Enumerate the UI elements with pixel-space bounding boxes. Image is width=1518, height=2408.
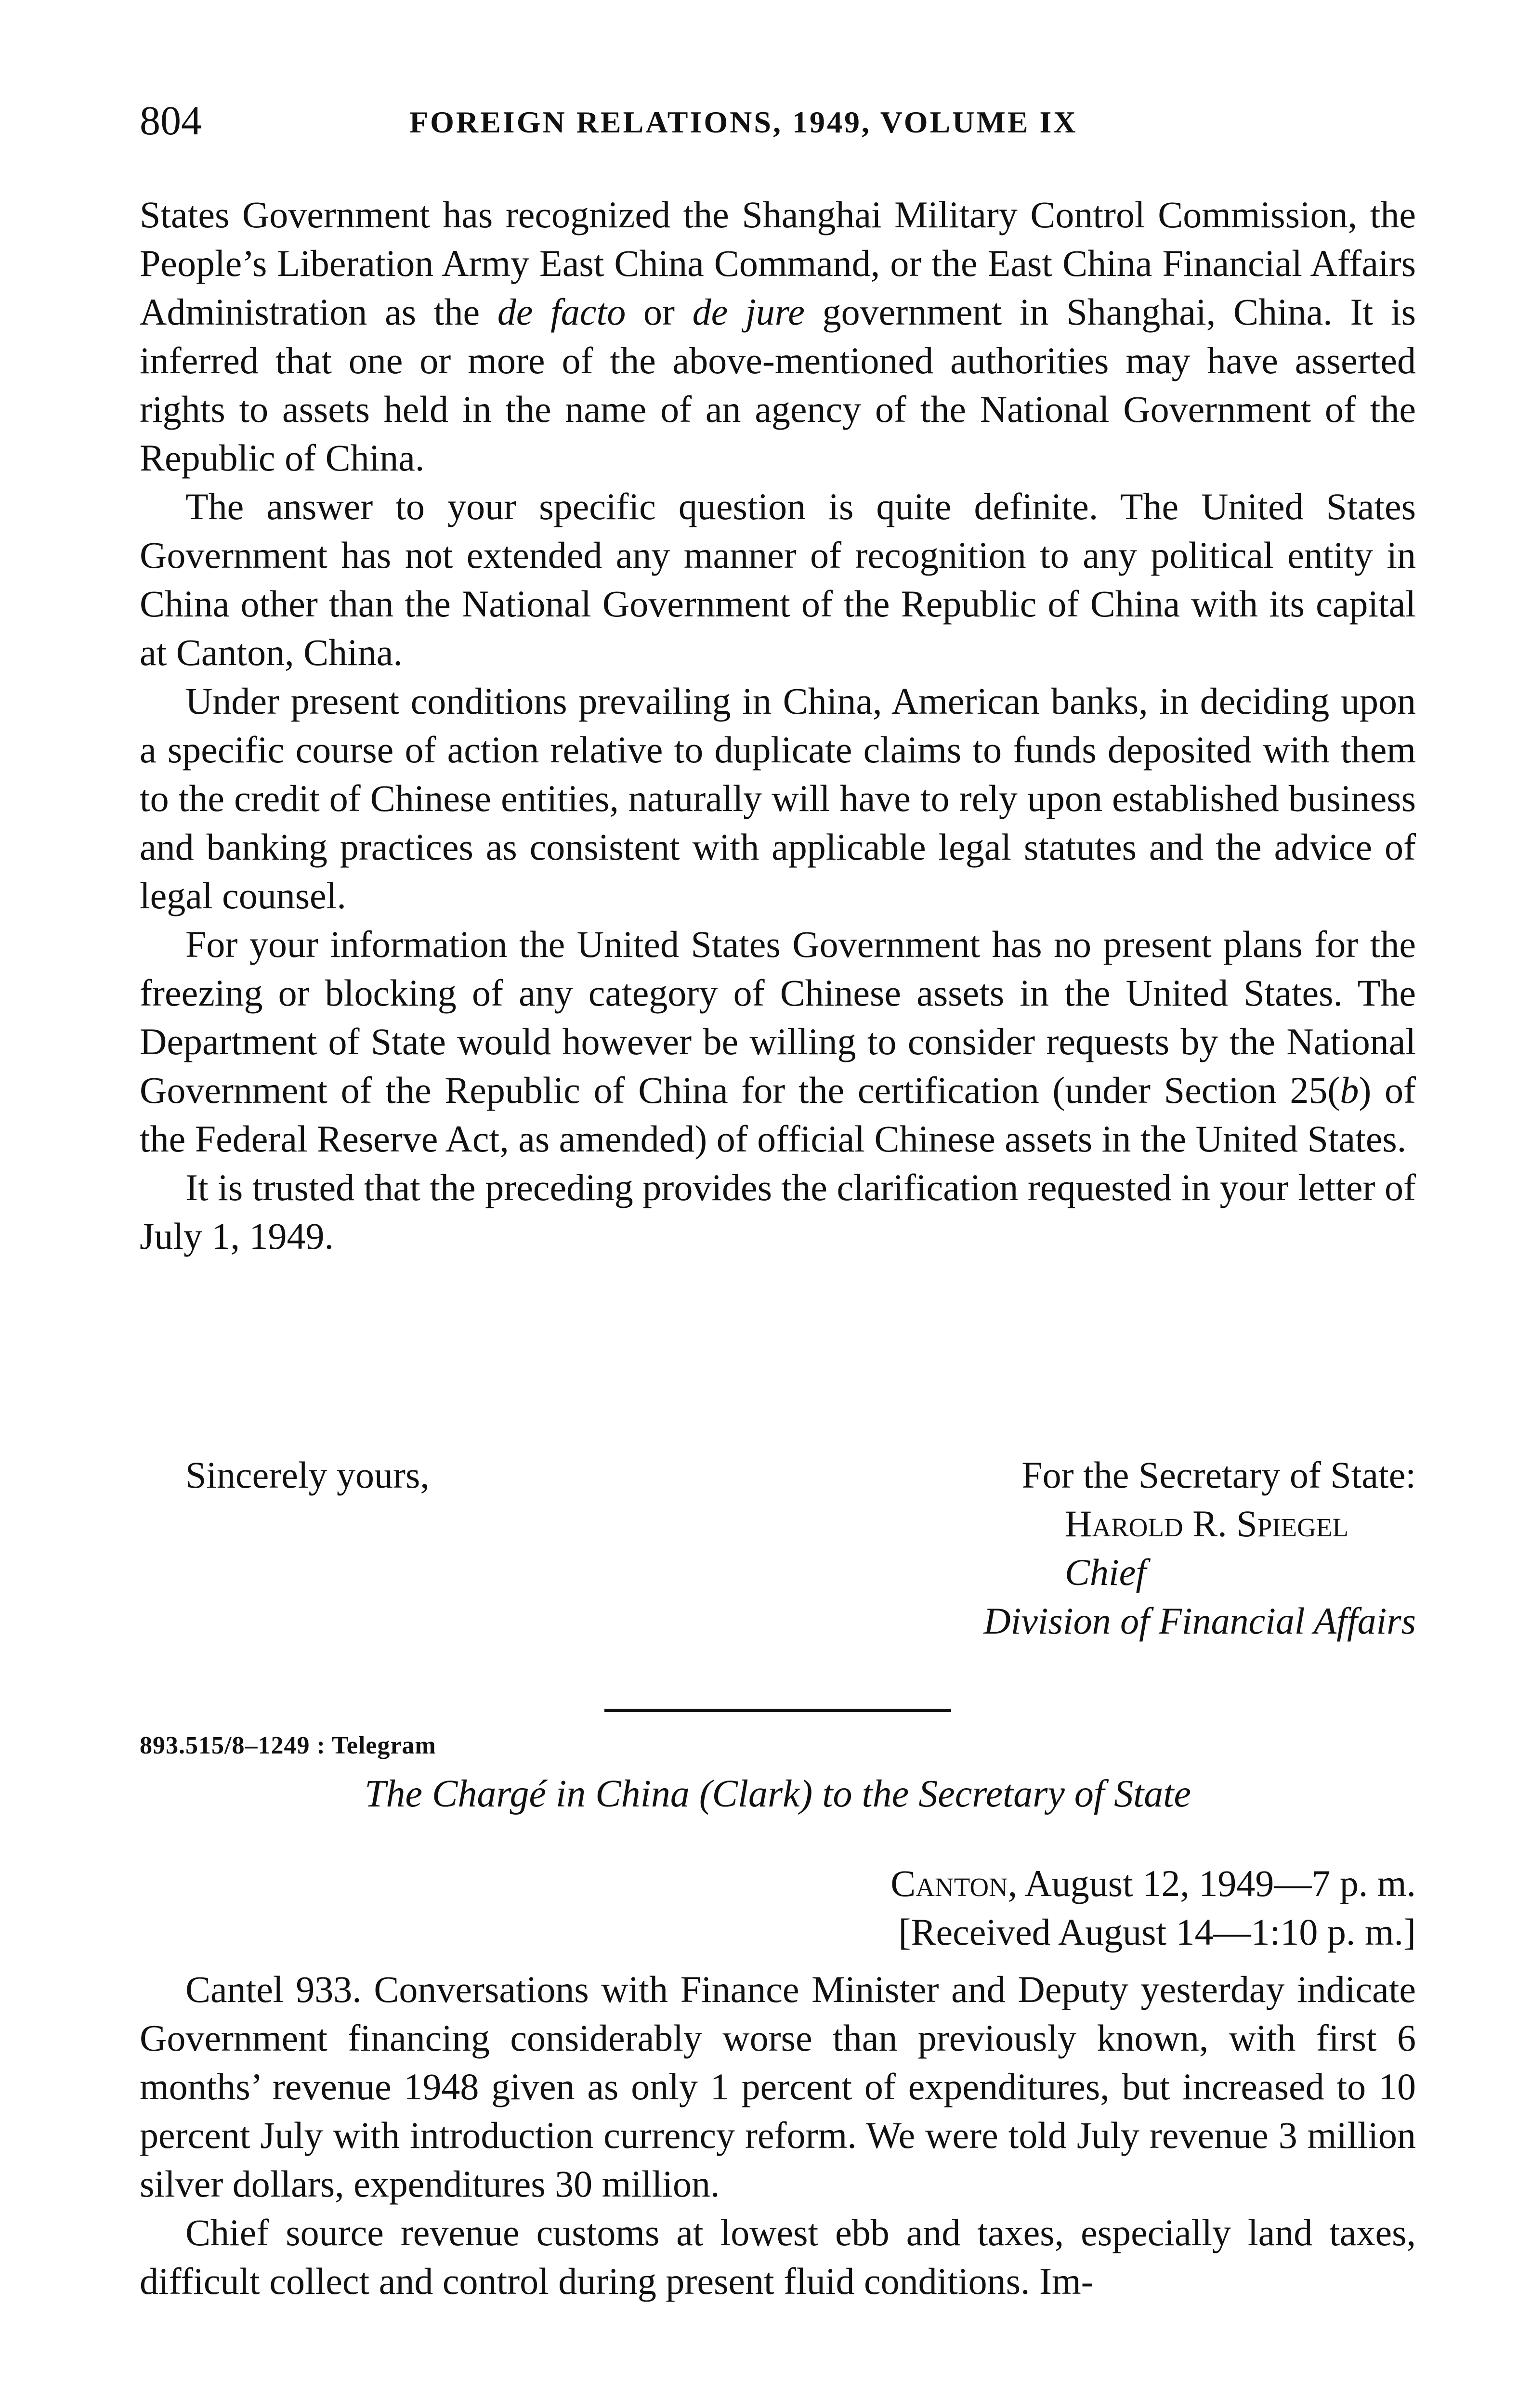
signature-block — [838, 1451, 1416, 1645]
sent-date-line: Canton, August 12, 1949—7 p. m. — [890, 1862, 1416, 1904]
letter-paragraph-3: Under present conditions prevailing in China, American banks, in deciding upon a specific course of action relative to duplicate claims to funds deposited with them to the credit of Chinese entities, naturally will have to rely upon established business and banking practices as consistent with applicable legal statutes and the advice of legal counsel. — [140, 680, 1416, 916]
dateline-place: Canton — [890, 1862, 1008, 1904]
running-head: FOREIGN RELATIONS, 1949, VOLUME IX — [409, 105, 1078, 139]
section-divider — [604, 1709, 951, 1712]
signatory-division: Division of Financial Affairs — [983, 1600, 1416, 1642]
letter-paragraph-4: For your information the United States Government has no present plans for the freezing or blocking of any category of Chinese assets in the United States. The Department of State would however be willing to consider requests by the National Government of the Republic of China for the certification (under Section 25(b) of the Federal Reserve Act, as amended) of official Chinese assets in the United States. — [140, 923, 1416, 1160]
letter-closing — [140, 1451, 1416, 1653]
latin-term-de-facto: de facto — [497, 291, 626, 333]
document-title: The Chargé in China (Clark) to the Secretary of State — [364, 1773, 1191, 1815]
letter-body — [140, 190, 1416, 1260]
page-header — [140, 92, 1416, 149]
page-number: 804 — [140, 97, 202, 144]
letter-paragraph-1: States Government has recognized the Shanghai Military Control Commission, the People’s Liberation Army East China Command, or the East China Financial Affairs Administration as the de facto or de jure government in Shanghai, China. It is inferred that one or more of the above-mentioned authorities may have asserted rights to assets held in the name of an agency of the National Government of the Republic of China. — [140, 194, 1416, 479]
letter-paragraph-5: It is trusted that the preceding provides the clarification requested in your letter of July 1, 1949. — [140, 1166, 1416, 1257]
latin-term-de-jure: de jure — [692, 291, 805, 333]
signatory-name: Harold R. Spiegel — [1064, 1503, 1348, 1544]
file-reference: 893.515/8–1249 : Telegram — [140, 1732, 436, 1759]
signatory-title: Chief — [1065, 1551, 1146, 1593]
dateline — [140, 1859, 1416, 1956]
telegram-body — [140, 1965, 1416, 2305]
signature-for-line: For the Secretary of State: — [1021, 1454, 1416, 1496]
letter-paragraph-2: The answer to your specific question is quite definite. The United States Government has not extended any manner of recognition to any political entity in China other than the National Government of the Republic of China with its capital at Canton, China. — [140, 485, 1416, 673]
received-date-line: [Received August 14—1:10 p. m.] — [898, 1911, 1416, 1953]
complimentary-close: Sincerely yours, — [185, 1454, 430, 1496]
telegram-paragraph-2: Chief source revenue customs at lowest ebb and taxes, especially land taxes, difficult collect and control during present fluid conditions. Im- — [140, 2212, 1416, 2302]
telegram-paragraph-1: Cantel 933. Conversations with Finance Minister and Deputy yesterday indicate Government financing considerably worse than previously known, with first 6 months’ revenue 1948 given as only 1 percent of expenditures, but increased to 10 percent July with introduction currency reform. We were told July revenue 3 million silver dollars, expenditures 30 million. — [140, 1968, 1416, 2205]
